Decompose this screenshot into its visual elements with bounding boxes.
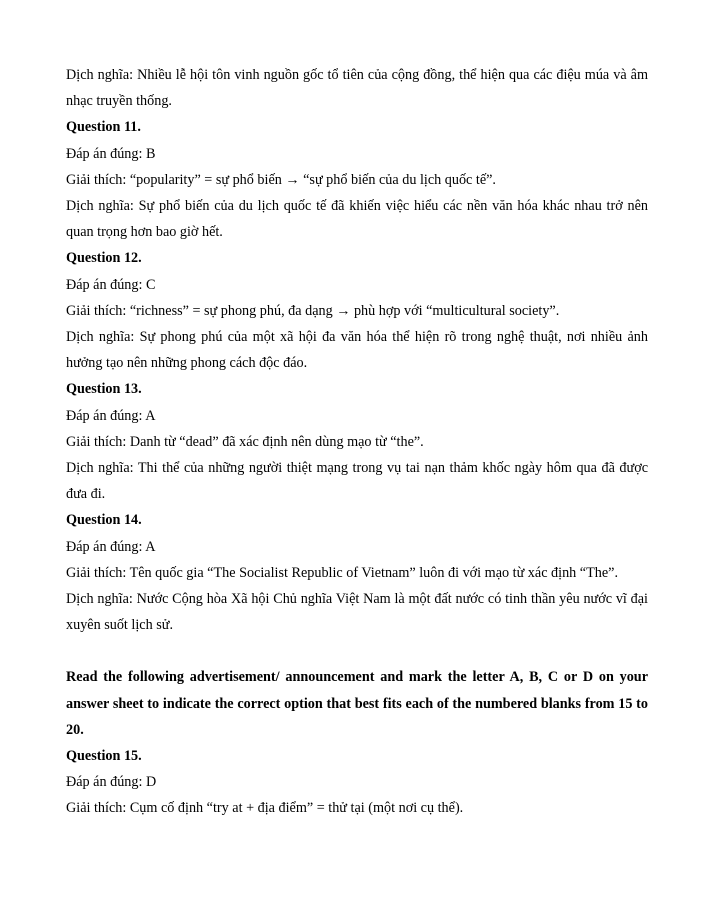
q12-answer: Đáp án đúng: C [66, 276, 156, 293]
q12-explanation: Giải thích: “richness” = sự phong phú, đa dạng → phù hợp với “multicultural society”. [66, 302, 560, 319]
question-13-title: Question 13. [66, 381, 142, 398]
question-11-title: Question 11. [66, 119, 141, 136]
q15-explanation: Giải thích: Cụm cố định “try at + địa điểm” = thử tại (một nơi cụ thể). [66, 800, 464, 817]
question-15-title: Question 15. [66, 748, 142, 765]
section-spacer [66, 638, 648, 664]
q13-explanation: Giải thích: Danh từ “dead” đã xác định nên dùng mạo từ “the”. [66, 433, 424, 450]
q11-translation: Dịch nghĩa: Sự phổ biến của du lịch quốc tế đã khiến việc hiểu các nền văn hóa khác nhau trở nên quan trọng hơn bao giờ hết. [66, 198, 648, 241]
q13-answer: Đáp án đúng: A [66, 407, 156, 424]
q15-answer: Đáp án đúng: D [66, 774, 157, 791]
q14-translation: Dịch nghĩa: Nước Cộng hòa Xã hội Chủ nghĩa Việt Nam là một đất nước có tinh thần yêu nước vĩ đại xuyên suốt lịch sử. [66, 591, 648, 634]
question-14-title: Question 14. [66, 512, 142, 529]
q10-translation: Dịch nghĩa: Nhiều lễ hội tôn vinh nguồn gốc tổ tiên của cộng đồng, thể hiện qua các điệu múa và âm nhạc truyền thống. [66, 67, 648, 110]
q14-answer: Đáp án đúng: A [66, 538, 156, 555]
q12-translation: Dịch nghĩa: Sự phong phú của một xã hội đa văn hóa thể hiện rõ trong nghệ thuật, nơi nhiều ảnh hưởng tạo nên những phong cách độc đáo. [66, 329, 648, 372]
q14-explanation: Giải thích: Tên quốc gia “The Socialist Republic of Vietnam” luôn đi với mạo từ xác định “The”. [66, 564, 619, 581]
q13-translation: Dịch nghĩa: Thi thể của những người thiệt mạng trong vụ tai nạn thảm khốc ngày hôm qua đã được đưa đi. [66, 460, 648, 503]
q11-explanation: Giải thích: “popularity” = sự phổ biến → “sự phổ biến của du lịch quốc tế”. [66, 171, 496, 188]
question-12-title: Question 12. [66, 250, 142, 267]
section-instruction: Read the following advertisement/ announcement and mark the letter A, B, C or D on your answer sheet to indicate the correct option that best fits each of the numbered blanks from 15 to 20. [66, 669, 648, 738]
document-page [66, 62, 648, 822]
q11-answer: Đáp án đúng: B [66, 145, 156, 162]
